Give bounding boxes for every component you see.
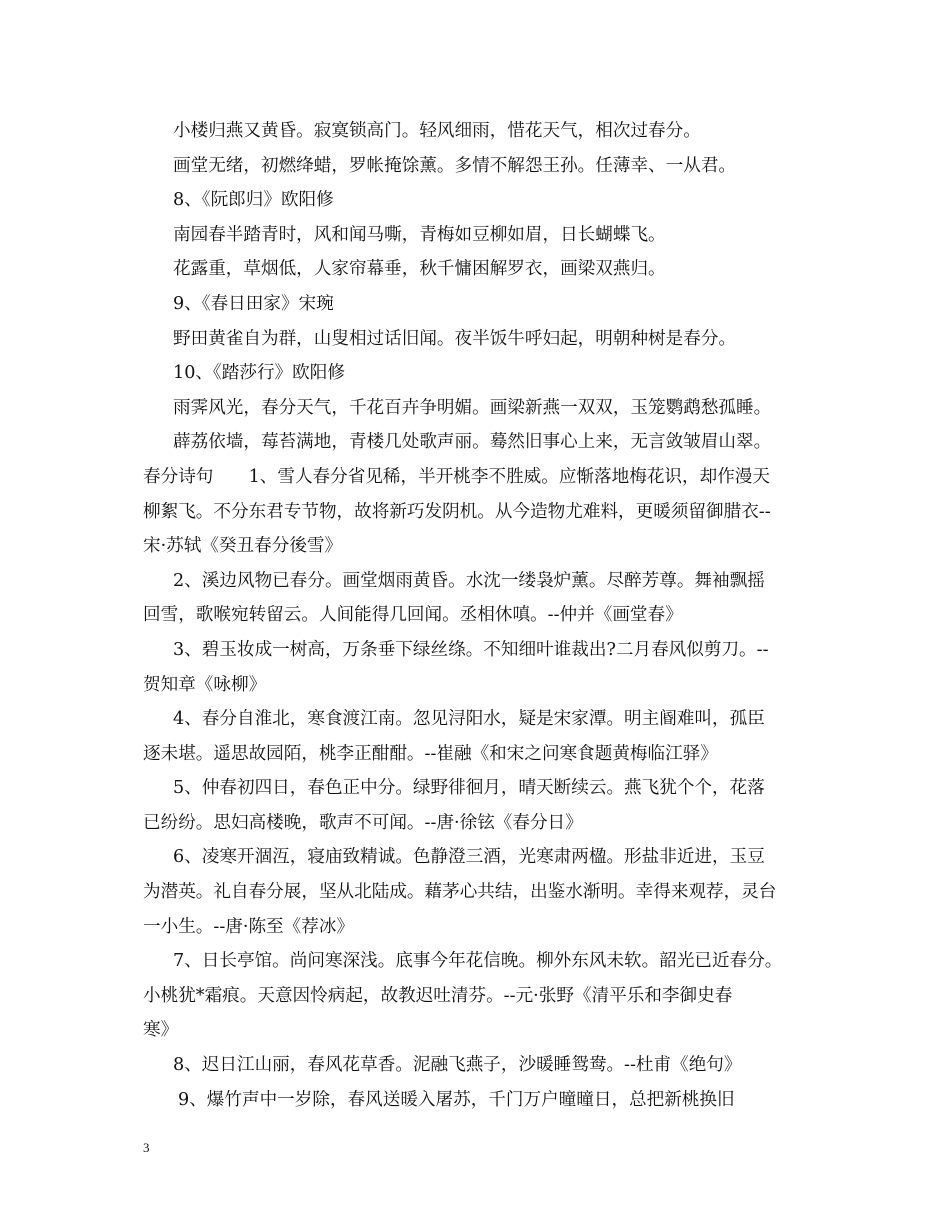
text-line: 一小生。--唐·陈至《荐冰》	[143, 916, 355, 937]
text-line: 7、日长亭馆。尚问寒深浅。底事今年花信晚。柳外东风未软。韶光已近春分。	[173, 951, 783, 972]
text-line: 贺知章《咏柳》	[143, 674, 267, 695]
text-line: 4、春分自淮北，寒食渡江南。忽见浔阳水，疑是宋家潭。明主阍难叫，孤臣	[173, 709, 765, 730]
text-line: 回雪，歌喉宛转留云。人间能得几回闻。丞相休嗔。--仲并《画堂春》	[143, 605, 683, 626]
poem-heading: 10、《踏莎行》欧阳修	[173, 363, 345, 384]
text-line: 柳絮飞。不分东君专节物，故将新巧发阴机。从今造物尤难料，更暖须留御腊衣--	[143, 501, 771, 522]
section-start-line: 春分诗句 1、雪人春分省见稀，半开桃李不胜威。应惭落地梅花识，却作漫天	[143, 466, 770, 487]
text-line: 寒》	[143, 1020, 179, 1041]
text-line: 8、迟日江山丽，春风花草香。泥融飞燕子，沙暖睡鸳鸯。--杜甫《绝句》	[173, 1055, 742, 1076]
text-line: 小楼归燕又黄昏。寂寞锁高门。轻风细雨，惜花天气，相次过春分。	[173, 121, 701, 141]
poem-heading: 9、《春日田家》宋琬	[173, 293, 334, 314]
text-line: 宋·苏轼《癸丑春分後雪》	[143, 536, 343, 557]
text-line: 2、溪边风物已春分。画堂烟雨黄昏。水沈一缕袅炉薰。尽醉芳尊。舞袖飘摇	[173, 570, 765, 591]
page-number: 3	[143, 1140, 150, 1155]
text-line: 9、爆竹声中一岁除，春风送暖入屠苏，千门万户曈曈日，总把新桃换旧	[178, 1089, 735, 1110]
text-line: 薜荔依墙，莓苔满地，青楼几处歌声丽。蓦然旧事心上来，无言敛皱眉山翠。	[173, 432, 772, 453]
text-line: 已纷纷。思妇高楼晚，歌声不可闻。--唐·徐铉《春分日》	[143, 812, 583, 833]
text-line: 6、凌寒开涸沍，寝庙致精诚。色静澄三酒，光寒肃两楹。形盐非近进，玉豆	[173, 847, 765, 868]
text-line: 雨霁风光，春分天气，千花百卉争明媚。画梁新燕一双双，玉笼鹦鹉愁孤睡。	[173, 397, 772, 418]
text-line: 南园春半踏青时，风和闻马嘶，青梅如豆柳如眉，日长蝴蝶飞。	[173, 224, 666, 245]
document-body	[143, 114, 828, 1117]
text-line: 逐未堪。遥思故园陌，桃李正酣酣。--崔融《和宋之问寒食题黄梅临江驿》	[143, 743, 718, 764]
poem-heading: 8、《阮郎归》欧阳修	[173, 190, 334, 211]
text-line: 花露重，草烟低，人家帘幕垂，秋千慵困解罗衣，画梁双燕归。	[173, 259, 666, 280]
text-line: 野田黄雀自为群，山叟相过话旧闻。夜半饭牛呼妇起，明朝种树是春分。	[173, 328, 737, 349]
text-line: 小桃犹*霜痕。天意因怜病起，故教迟吐清芬。--元·张野《清平乐和李御史春	[143, 985, 733, 1006]
text-line: 5、仲春初四日，春色正中分。绿野徘徊月，晴天断续云。燕飞犹个个，花落	[173, 778, 765, 799]
text-line: 画堂无绪，初燃绛蜡，罗帐掩馀薰。多情不解怨王孙。任薄幸、一从君。	[173, 155, 737, 176]
text-line: 为潜英。礼自春分展，坚从北陆成。藉茅心共结，出鉴水渐明。幸得来观荐，灵台	[143, 882, 777, 903]
text-line: 3、碧玉妆成一树高，万条垂下绿丝绦。不知细叶谁裁出?二月春风似剪刀。--	[173, 639, 769, 660]
